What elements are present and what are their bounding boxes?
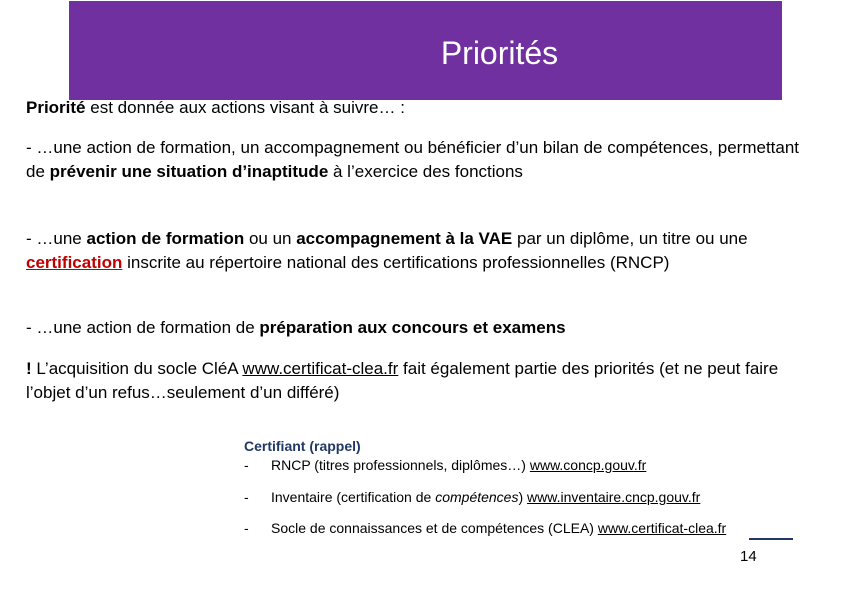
certification-link[interactable]: certification — [26, 253, 123, 272]
clea-link-2[interactable]: www.certificat-clea.fr — [597, 520, 727, 536]
clea-link[interactable]: www.certificat-clea.fr — [242, 359, 399, 378]
p2-bold-1: action de formation — [86, 229, 245, 248]
title-banner — [69, 1, 782, 100]
rappel-item-inventaire — [244, 489, 700, 506]
rappel-italic: compétences — [435, 489, 519, 505]
p2-text-2: ou un — [244, 229, 297, 248]
rappel-text-2: ) — [518, 489, 528, 505]
rncp-link[interactable]: www.concp.gouv.fr — [529, 457, 647, 473]
rappel-item-rncp — [244, 457, 646, 474]
rappel-dash: - — [244, 520, 249, 536]
slide-number: 14 — [740, 548, 757, 565]
rappel-heading: Certifiant (rappel) — [244, 438, 361, 454]
rappel-text: RNCP (titres professionnels, diplômes…) — [271, 457, 530, 473]
p2-text-1: - …une — [26, 229, 87, 248]
exclamation-icon: ! — [26, 359, 32, 378]
p3-bold-1: préparation aux concours et examens — [259, 318, 566, 337]
intro-bold: Priorité — [26, 98, 86, 117]
rappel-dash: - — [244, 489, 249, 505]
page-title: Priorités — [440, 35, 559, 71]
intro-text — [26, 98, 826, 118]
priority-item-concours — [26, 316, 816, 340]
p4-text-1: L’acquisition du socle CléA — [31, 359, 243, 378]
rappel-text: Socle de connaissances et de compétences (CLEA) — [271, 520, 598, 536]
p1-text-1: - …une action de formation, un accompagnement ou bénéficier d’un bilan de compétences, permettant de — [26, 138, 800, 181]
p4-text-2: fait également partie des priorités (et ne peut faire l’objet d’un refus…seulement d’un différé) — [26, 359, 779, 402]
p3-text-1: - …une action de formation de — [26, 318, 260, 337]
p2-bold-2: accompagnement à la VAE — [296, 229, 513, 248]
rappel-dash: - — [244, 457, 249, 473]
inventaire-link[interactable]: www.inventaire.cncp.gouv.fr — [527, 489, 701, 505]
rappel-text: Inventaire (certification de — [271, 489, 436, 505]
p2-text-3: par un diplôme, un titre ou une — [512, 229, 748, 248]
clea-note — [26, 357, 816, 405]
intro-rest: est donnée aux actions visant à suivre… : — [85, 98, 405, 117]
p2-text-4: inscrite au répertoire national des certifications professionnelles (RNCP) — [122, 253, 670, 272]
rappel-item-clea — [244, 520, 726, 537]
rappel-title — [244, 438, 804, 455]
p1-text-2: à l’exercice des fonctions — [328, 162, 523, 181]
p1-bold-1: prévenir une situation d’inaptitude — [49, 162, 329, 181]
priority-item-inaptitude — [26, 136, 816, 184]
underline-accent — [749, 538, 793, 540]
priority-item-vae — [26, 227, 816, 275]
